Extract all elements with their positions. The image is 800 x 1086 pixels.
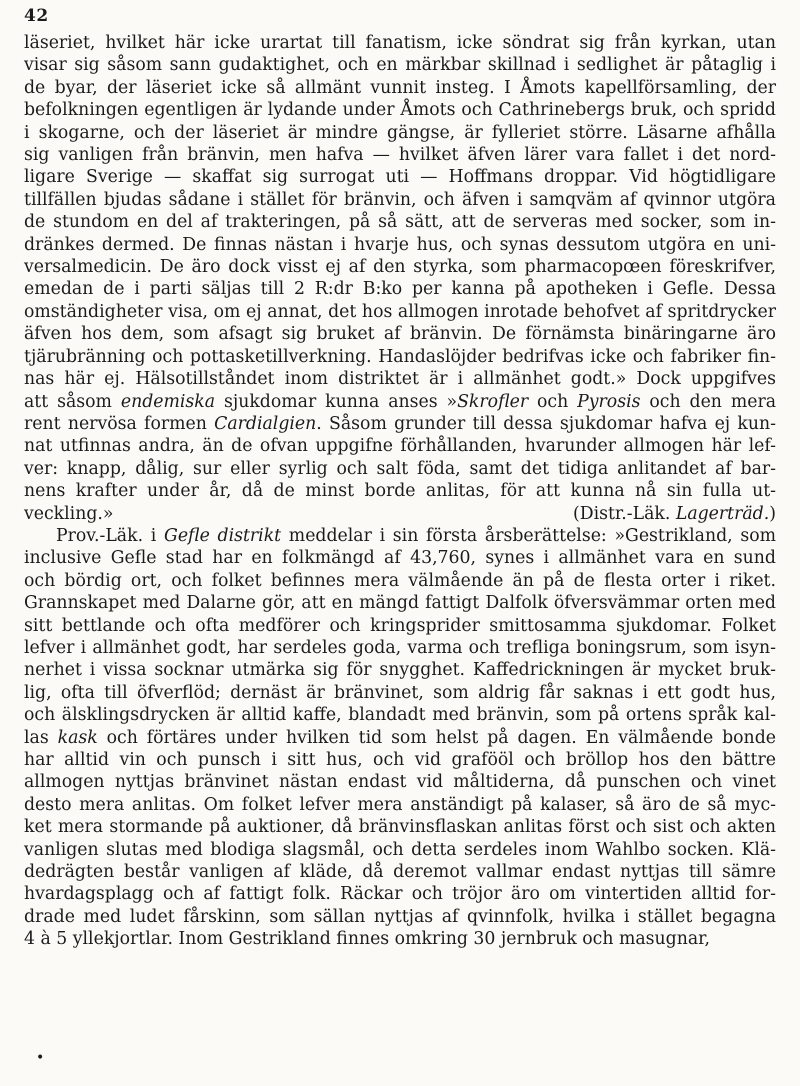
text-run: nens krafter under år, då de minst borde anlitas, för att kunna nå sin fulla ut- [24, 481, 776, 502]
footer-mark: • [36, 1050, 45, 1066]
text-run: nerhet i vissa socknar utmärka sig för snygghet. Kaffedrickningen är mycket bruk- [24, 660, 776, 681]
text-run: läseriet, hvilket här icke urartat till fanatism, icke söndrat sig från kyrkan, utan [24, 33, 776, 53]
text-run: dedrägten består vanligen af kläde, då deremot vallmar endast nyttjas till sämre [24, 862, 776, 883]
text-line [24, 682, 776, 704]
text-run: visar sig såsom sann gudaktighet, och en märkbar skillnad i sedlighet är påtaglig i [24, 55, 776, 76]
text-run: befolkningen egentligen är lydande under Åmots och Cathrinebergs bruk, och spridd [24, 100, 776, 121]
text-run: nat utfinnas andra, än de ofvan uppgifne förhållanden, hvarunder allmogen här lef- [24, 436, 776, 457]
text-run: Prov.-Läk. i [56, 525, 165, 546]
text-run: vanligen slutas med blodiga slagsmål, och detta serdeles inom Wahlbo socken. Klä- [24, 839, 776, 860]
text-line [24, 77, 776, 99]
text-line [24, 503, 776, 525]
signature-ref: (Distr.-Läk. Lagerträd.) [572, 503, 776, 524]
text-run: och förtäres under hvilken tid som helst på dagen. En välmående bonde [97, 727, 776, 748]
text-line [24, 234, 776, 256]
text-run: las [24, 727, 58, 748]
page-number: 42 [24, 6, 49, 26]
text-line [24, 480, 776, 502]
text-run: tillfällen bjudas sådane i stället för bränvin, och äfven i samqväm af qvinnor utgöra [24, 189, 776, 210]
line-left-text: veckling.» [24, 503, 114, 524]
text-run: har alltid vin och punsch i sitt hus, och vid grafööl och bröllop hos den bättre [24, 750, 776, 770]
text-line [24, 368, 776, 390]
text-run: lefver i allmänhet godt, har serdeles goda, varma och trefliga boningsrum, som isyn- [24, 637, 776, 658]
text-run: och älsklingsdrycken är alltid kaffe, blandadt med bränvin, som på ortens språk kal- [24, 705, 776, 726]
text-run: och den mera [640, 391, 777, 412]
text-run: de byar, der läseriet icke så allmänt vunnit insteg. I Åmots kapellförsamling, der [24, 77, 776, 98]
text-run: i skogarne, och der läseriet är mindre gängse, är fylleriet större. Läsarne afhålla [24, 122, 776, 143]
text-line [24, 144, 776, 166]
text-run: rent nervösa formen [24, 413, 215, 434]
text-line [24, 278, 776, 300]
text-run: . Såsom grunder till dessa sjukdomar hafva ej kun- [316, 413, 776, 434]
text-run: tjärubränning och pottasketillverkning. Handaslöjder bedrifvas icke och fabriker fin- [24, 346, 776, 367]
text-run: 4 à 5 yllekjortlar. Inom Gestrikland finnes omkring 30 jernbruk och masugnar, [24, 929, 711, 950]
text-line [24, 637, 776, 659]
body-text [24, 32, 776, 951]
text-run: desto mera anlitas. Om folket lefver mera anständigt på kalaser, så äro de så myc- [24, 794, 776, 815]
text-line [24, 816, 776, 838]
text-line [24, 906, 776, 928]
text-line [24, 525, 776, 547]
text-line [24, 727, 776, 749]
text-run: nas här ej. Hälsotillståndet inom distriktet är i allmänhet godt.» Dock uppgifves [24, 369, 776, 390]
text-run: drade med ludet fårskinn, som sällan nyttjas af qvinnfolk, hvilka i stället begagna [24, 906, 776, 927]
text-line [24, 54, 776, 76]
text-line [24, 771, 776, 793]
text-line [24, 794, 776, 816]
text-line [24, 391, 776, 413]
text-run: versalmedicin. De äro dock visst ej af den styrka, som pharmacopœen föreskrifver, [24, 257, 776, 278]
text-run: inclusive Gefle stad har en folkmängd af 43,760, synes i allmänhet vara en sund [24, 548, 776, 569]
text-line [24, 861, 776, 883]
text-line [24, 615, 776, 637]
text-line [24, 435, 776, 457]
text-run: och [528, 391, 578, 412]
text-run: meddelar i sin första årsberättelse: »Gestrikland, som [281, 525, 777, 546]
text-line [24, 189, 776, 211]
text-line [24, 122, 776, 144]
text-run: ket mera stormande på auktioner, då bränvinsflaskan anlitas först och sist och akten [24, 817, 776, 838]
text-line [24, 99, 776, 121]
text-run: att såsom [24, 391, 121, 412]
italic-term: Cardialgien [214, 413, 317, 434]
text-line [24, 547, 776, 569]
text-run: Grannskapet med Dalarne gör, att en mängd fattigt Dalfolk öfversvämmar orten med [24, 593, 776, 614]
text-line [24, 570, 776, 592]
text-line [24, 704, 776, 726]
text-run: de stundom en del af trakteringen, på så sätt, att de serveras med socker, som in- [24, 212, 776, 233]
text-line [24, 166, 776, 188]
text-run: omständigheter visa, om ej annat, det hos allmogen inrotade behofvet af spritdrycker [24, 301, 776, 322]
text-run: allmogen nyttjas bränvinet nästan endast vid måltiderna, då punschen och vinet [24, 772, 776, 793]
text-line [24, 659, 776, 681]
text-line [24, 301, 776, 323]
italic-term: kask [57, 727, 98, 748]
text-run: äfven hos dem, som afsagt sig bruket af bränvin. De förnämsta binäringarne äro [24, 324, 776, 345]
text-line [24, 413, 776, 435]
italic-term: Skrofler [457, 391, 529, 412]
text-line [24, 883, 776, 905]
text-line [24, 749, 776, 771]
text-line [24, 32, 776, 54]
text-line [24, 211, 776, 233]
text-run: hvardagsplagg och af fattigt folk. Räckar och tröjor äro om vintertiden alltid for- [24, 884, 776, 905]
text-run: emedan de i parti säljas till 2 R:dr B:ko per kanna på apotheken i Gefle. Dessa [24, 279, 776, 300]
text-run: sitt bettlande och ofta medförer och kringsprider smittosamma sjukdomar. Folket [24, 615, 776, 636]
text-line [24, 323, 776, 345]
text-run: lig, ofta till öfverflöd; dernäst är bränvinet, som aldrig får saknas i ett godt hus, [24, 682, 776, 703]
text-line [24, 458, 776, 480]
text-line [24, 592, 776, 614]
text-run: sjukdomar kunna anses » [215, 391, 458, 412]
italic-term: Gefle distrikt [164, 525, 282, 546]
text-line [24, 346, 776, 368]
text-run: sig vanligen från bränvin, men hafva — hvilket äfven lärer vara fallet i det nord- [24, 145, 776, 166]
italic-term: endemiska [120, 391, 216, 412]
text-line [24, 839, 776, 861]
italic-term: Pyrosis [577, 391, 641, 412]
text-line [24, 928, 776, 950]
text-run: och bördig ort, och folket befinnes mera välmående än på de flesta orter i riket. [24, 570, 776, 591]
text-line [24, 256, 776, 278]
text-run: dränkes dermed. De finnas nästan i hvarje hus, och synas dessutom utgöra en uni- [24, 234, 776, 255]
text-run: ligare Sverige — skaffat sig surrogat uti — Hoffmans droppar. Vid högtidligare [24, 167, 776, 188]
text-run: ver: knapp, dålig, sur eller syrlig och salt föda, samt det tidiga anlitandet af bar- [24, 458, 776, 479]
